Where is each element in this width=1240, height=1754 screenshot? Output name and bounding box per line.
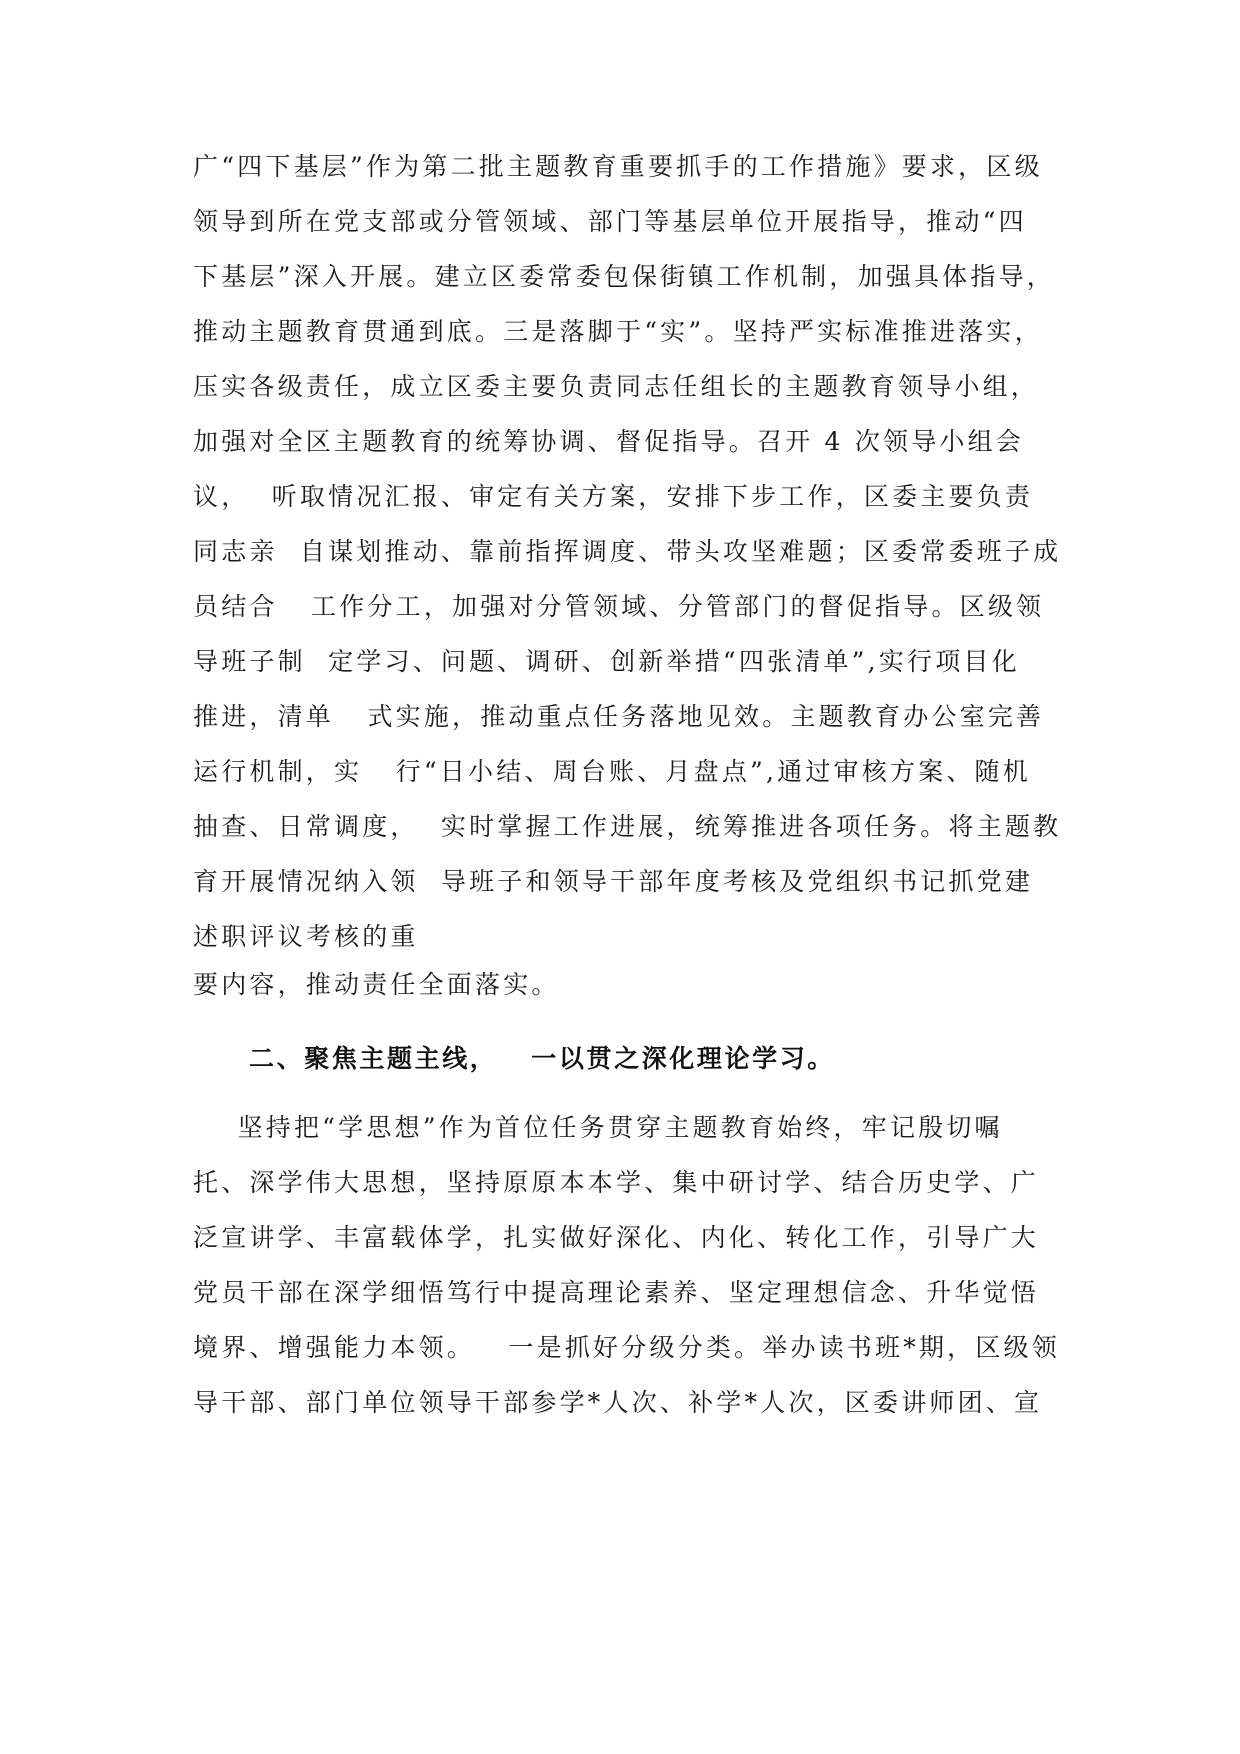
paragraph-1-line-15: 述职评议考核的重 — [193, 922, 419, 951]
paragraph-1-line-4: 推动主题教育贯通到底。三是落脚于“实”。坚持严实标准推进落实， — [193, 317, 1043, 346]
paragraph-1-line-2: 领导到所在党支部或分管领域、部门等基层单位开展指导，推动“四 — [193, 207, 1027, 236]
paragraph-1-line-5: 压实各级责任，成立区委主要负责同志任组长的主题教育领导小组， — [193, 372, 1040, 401]
paragraph-2-line-6: 导干部、部门单位领导干部参学*人次、补学*人次，区委讲师团、宣 — [193, 1388, 1043, 1417]
paragraph-2-line-3: 泛宣讲学、丰富载体学，扎实做好深化、内化、转化工作，引导广大 — [193, 1223, 1040, 1252]
paragraph-1-line-6: 加强对全区主题教育的统筹协调、督促指导。召开 4 次领导小组会 — [193, 427, 1025, 456]
paragraph-1-line-16: 要内容，推动责任全面落实。 — [193, 970, 560, 999]
paragraph-2-line-1: 坚持把“学思想”作为首位任务贯穿主题教育始终，牢记殷切嘱 — [193, 1113, 1003, 1142]
paragraph-1-line-12: 运行机制，实 行“日小结、周台账、月盘点”,通过审核方案、随机 — [193, 757, 1031, 786]
paragraph-1-line-3: 下基层”深入开展。建立区委常委包保街镇工作机制，加强具体指导， — [193, 262, 1055, 291]
paragraph-1-line-1: 广“四下基层”作为第二批主题教育重要抓手的工作措施》要求，区级 — [193, 152, 1043, 181]
paragraph-2-line-2: 托、深学伟大思想，坚持原原本本学、集中研讨学、结合历史学、广 — [193, 1168, 1040, 1197]
paragraph-1-line-13: 抽查、日常调度， 实时掌握工作进展，统筹推进各项任务。将主题教 — [193, 812, 1062, 841]
paragraph-1-line-7: 议， 听取情况汇报、审定有关方案，安排下步工作，区委主要负责 — [193, 482, 1034, 511]
paragraph-2-line-4: 党员干部在深学细悟笃行中提高理论素养、坚定理想信念、升华觉悟 — [193, 1278, 1040, 1307]
paragraph-1-line-14: 育开展情况纳入领 导班子和领导干部年度考核及党组织书记抓党建 — [193, 867, 1034, 896]
paragraph-1-line-8: 同志亲 自谋划推动、靠前指挥调度、带头攻坚难题；区委常委班子成 — [193, 537, 1062, 566]
section-heading-2: 二、聚焦主题主线， 一以贯之深化理论学习。 — [249, 1044, 835, 1073]
paragraph-1-line-11: 推进，清单 式实施，推动重点任务落地见效。主题教育办公室完善 — [193, 702, 1045, 731]
paragraph-2-line-5: 境界、增强能力本领。 一是抓好分级分类。举办读书班*期，区级领 — [193, 1333, 1060, 1362]
paragraph-1-line-9: 员结合 工作分工，加强对分管领域、分管部门的督促指导。区级领 — [193, 592, 1045, 621]
paragraph-1-line-10: 导班子制 定学习、问题、调研、创新举措“四张清单”,实行项目化 — [193, 647, 1020, 676]
